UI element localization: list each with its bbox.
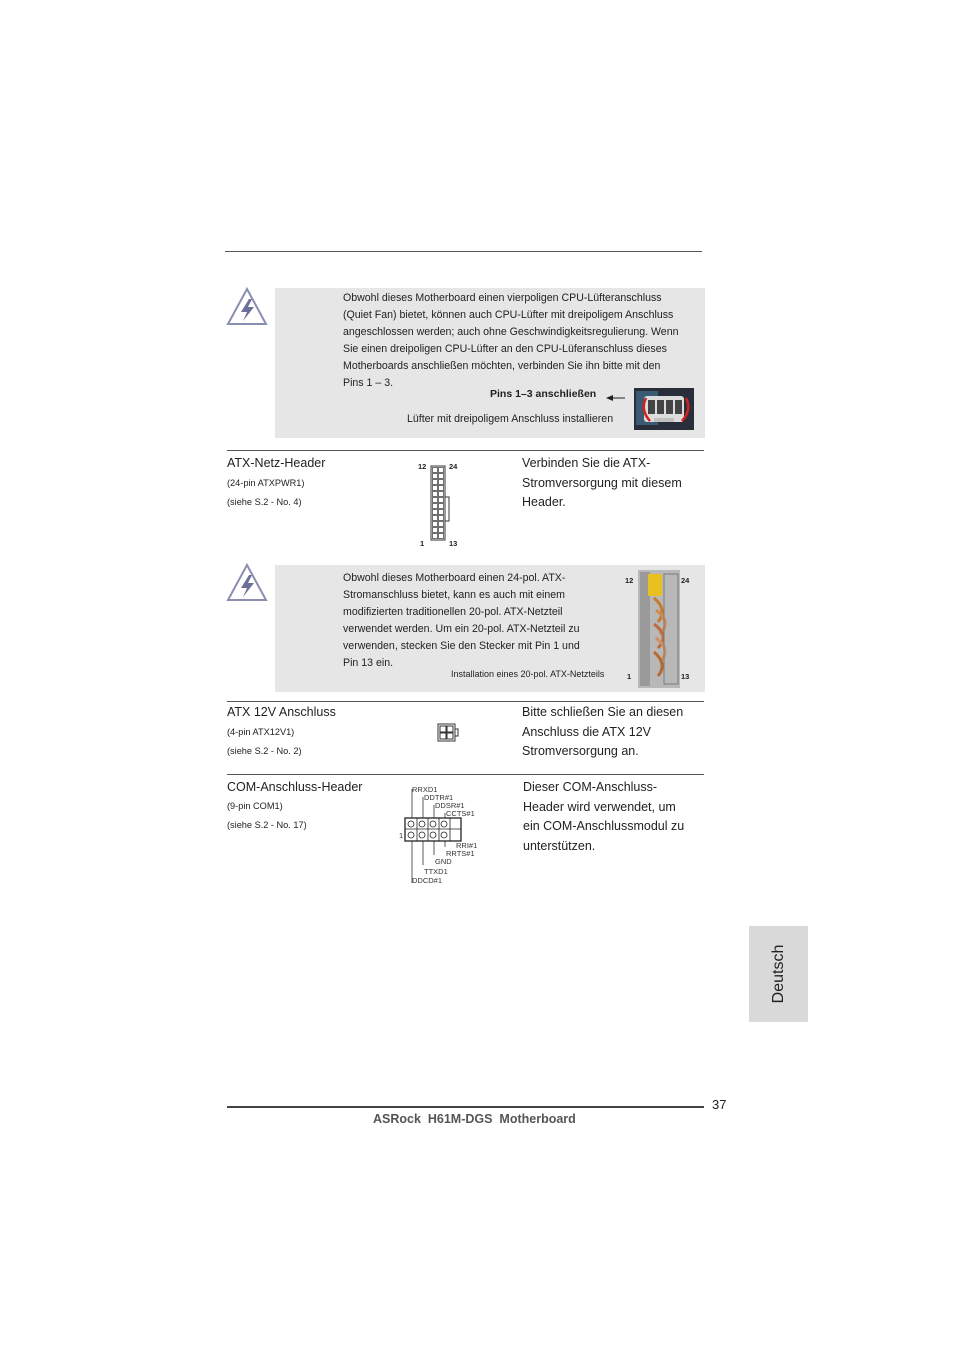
atx12v-connector-diagram <box>437 723 461 743</box>
section-rule <box>227 450 704 451</box>
com-header-desc <box>523 778 684 856</box>
warning-icon <box>226 563 268 603</box>
note-line: Obwohl dieses Motherboard einen 24-pol. ATX- <box>343 572 566 584</box>
com-pin-label: CCTS#1 <box>446 809 475 818</box>
note-line: verwendet werden. Um ein 20-pol. ATX-Netzteil zu <box>343 623 580 635</box>
language-side-tab <box>749 926 808 1022</box>
com-header-ref: (siehe S.2 - No. 17) <box>227 820 307 830</box>
note-line: Obwohl dieses Motherboard einen vierpoligen CPU-Lüfteranschluss <box>343 292 662 304</box>
com-header-pin-info: (9-pin COM1) <box>227 801 283 811</box>
note-line: Stromanschluss bietet, kann es auch mit einem <box>343 589 565 601</box>
desc-line: Header wird verwendet, um <box>523 799 676 814</box>
atx12v-pin-info: (4-pin ATX12V1) <box>227 727 295 737</box>
pin-label: 12 <box>418 462 427 471</box>
com-pin-label: GND <box>435 857 452 866</box>
atx20-connector-photo <box>638 570 680 688</box>
section-rule <box>227 774 704 775</box>
com-pin-label: TTXD1 <box>424 867 448 876</box>
desc-line: Bitte schließen Sie an diesen <box>522 705 684 719</box>
section-rule <box>227 701 704 702</box>
footer-rule <box>227 1106 704 1108</box>
note-atx20-text <box>343 570 603 672</box>
desc-line: Anschluss die ATX 12V <box>522 724 652 739</box>
note-line: (Quiet Fan) bietet, können auch CPU-Lüfter mit dreipoligem Anschluss <box>343 309 674 321</box>
atx12v-ref: (siehe S.2 - No. 2) <box>227 746 302 756</box>
atx12v-desc <box>522 703 683 762</box>
page-number: 37 <box>712 1097 727 1112</box>
footer-product: ASRock H61M-DGS Motherboard <box>373 1112 576 1126</box>
top-rule <box>225 251 702 252</box>
pins-label: Pins 1–3 anschließen <box>490 388 597 400</box>
com-pin-label: DDSR#1 <box>435 801 465 810</box>
desc-line: Header. <box>522 495 566 509</box>
note-line: Pins 1 – 3. <box>343 377 394 389</box>
pin-label: 12 <box>625 576 634 585</box>
note-fan-text <box>343 290 703 392</box>
desc-line: unterstützen. <box>523 838 596 853</box>
com-pin-label: RRXD1 <box>412 785 438 794</box>
note-line: Sie einen dreipoligen CPU-Lüfter an den CPU-Lüferanschluss dieses <box>343 343 667 355</box>
atx-header-pin-info: (24-pin ATXPWR1) <box>227 478 305 488</box>
warning-icon <box>226 287 268 327</box>
pin-label: 13 <box>449 539 458 548</box>
com-pin-one-label: 1 <box>399 831 404 840</box>
desc-line: Dieser COM-Anschluss- <box>523 780 658 794</box>
atx-24pin-connector-diagram <box>430 465 452 541</box>
pin-label: 13 <box>681 672 690 681</box>
note-line: angeschlossen werden; auch ohne Geschwindigkeitsregulierung. Wenn <box>343 326 679 338</box>
com-9pin-connector-diagram <box>398 783 484 887</box>
atx-header-title: ATX-Netz-Header <box>227 456 326 470</box>
note-line: Motherboards anschließen möchten, verbinden Sie ihn bitte mit den <box>343 360 661 372</box>
note-line: modifizierten traditionellen 20-pol. ATX-Netzteil <box>343 606 563 618</box>
com-pin-label: DDCD#1 <box>412 876 443 885</box>
fan-connector-photo <box>634 388 694 430</box>
fan-caption: Lüfter mit dreipoligem Anschluss installieren <box>407 413 614 425</box>
note-line: Pin 13 ein. <box>343 657 394 669</box>
desc-line: Verbinden Sie die ATX- <box>522 456 651 470</box>
desc-line: Stromversorgung mit diesem <box>522 475 682 490</box>
atx20-caption: Installation eines 20-pol. ATX-Netzteils <box>451 669 605 679</box>
atx-header-ref: (siehe S.2 - No. 4) <box>227 497 302 507</box>
com-pin-label: RRI#1 <box>456 841 478 850</box>
pin-label: 24 <box>449 462 458 471</box>
com-pin-label: DDTR#1 <box>424 793 454 802</box>
language-label: Deutsch <box>769 944 787 1004</box>
atx-header-desc <box>522 454 682 513</box>
com-header-title: COM-Anschluss-Header <box>227 780 363 794</box>
desc-line: ein COM-Anschlussmodul zu <box>523 819 685 833</box>
pin-label: 24 <box>681 576 690 585</box>
atx12v-title: ATX 12V Anschluss <box>227 705 336 719</box>
pin-label: 1 <box>420 539 425 548</box>
arrow-left-icon <box>606 390 626 400</box>
com-pin-label: RRTS#1 <box>446 849 475 858</box>
pin-label: 1 <box>627 672 632 681</box>
note-line: verwenden, stecken Sie den Stecker mit Pin 1 und <box>343 640 580 652</box>
desc-line: Stromversorgung an. <box>522 744 639 758</box>
